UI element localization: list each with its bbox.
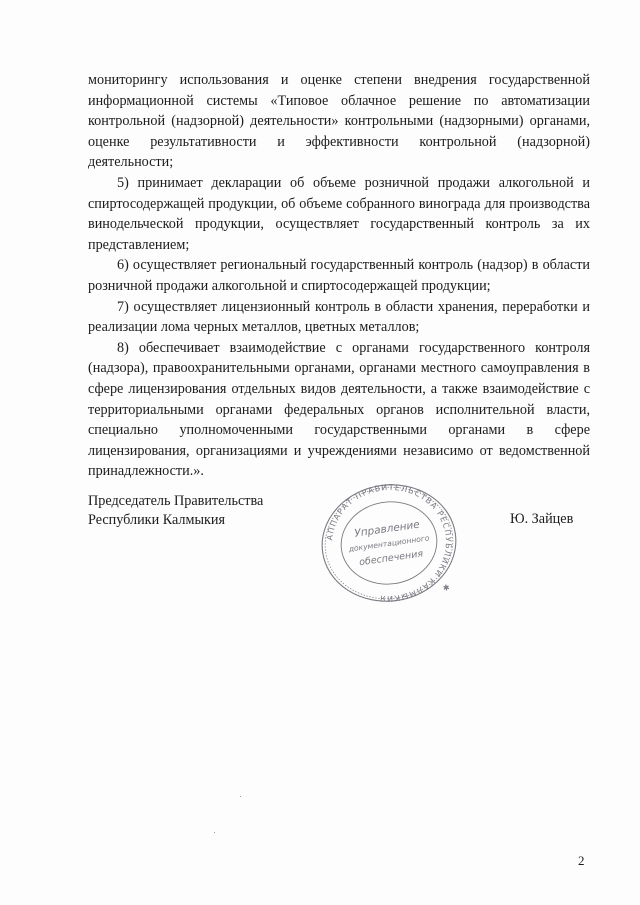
paragraph-continuation: мониторингу использования и оценке степени внедрения государственной информационной системы «Типовое облачное решение по автоматизации контрольной (надзорной) деятельности» контрольными (надзорными) органами, оценке результативности и эффективности контрольной (надзорной) деятельности; bbox=[88, 72, 590, 171]
stamp-center-line-1: Управление bbox=[353, 518, 421, 540]
paragraph-item-5: 5) принимает декларации об объеме розничной продажи алкогольной и спиртосодержащей продукции, об объеме собранного винограда для производства винодельческой продукции, осуществляет государственный контроль за их представлением; bbox=[88, 174, 590, 253]
stamp-graphic bbox=[318, 482, 460, 604]
paragraph-item-8: 8) обеспечивает взаимодействие с органами государственного контроля (надзора), правоохранительными органами, органами местного самоуправления в сфере лицензирования отдельных видов деятельности, а также взаимодействие с территориальными органами федеральных органов исполнительной власти, специально уполномоченными государственными органами в сфере лицензирования, организациями и учреждениями независимо от ведомственной принадлежности.». bbox=[88, 339, 590, 480]
signatory-title-line-2: Республики Калмыкия bbox=[88, 512, 226, 528]
stamp-center-line-2: документационного bbox=[348, 533, 430, 554]
scan-speck bbox=[240, 796, 241, 797]
signatory-name: Ю. Зайцев bbox=[510, 511, 574, 527]
stamp-star-icon: ✱ bbox=[442, 583, 451, 593]
page-number: 2 bbox=[578, 853, 585, 868]
signatory-title-line-1: Председатель Правительства bbox=[88, 493, 264, 509]
stamp-ring-text: АППАРАТ ПРАВИТЕЛЬСТВА РЕСПУБЛИКИ КАЛМЫКИЯ bbox=[325, 482, 453, 604]
document-body bbox=[88, 70, 590, 482]
scan-speck bbox=[214, 832, 215, 833]
paragraph-item-7: 7) осуществляет лицензионный контроль в области хранения, переработки и реализации лома черных металлов, цветных металлов; bbox=[88, 298, 590, 336]
official-stamp bbox=[318, 482, 460, 604]
signatory-title bbox=[88, 492, 263, 530]
paragraph-item-6: 6) осуществляет региональный государственный контроль (надзор) в области розничной продажи алкогольной и спиртосодержащей продукции; bbox=[88, 257, 590, 294]
stamp-center-line-3: обеспечения bbox=[358, 548, 424, 569]
